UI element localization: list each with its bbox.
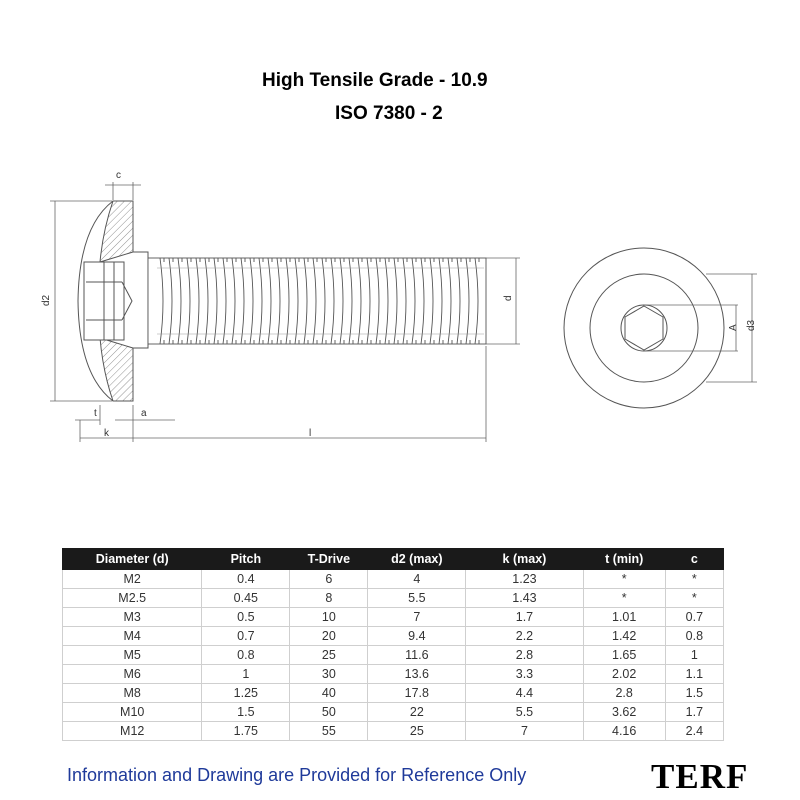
column-header: Pitch [202, 549, 290, 570]
table-cell: 17.8 [368, 684, 466, 703]
table-cell: 11.6 [368, 646, 466, 665]
table-cell: 1.7 [466, 608, 583, 627]
column-header: d2 (max) [368, 549, 466, 570]
table-cell: 6 [290, 570, 368, 589]
table-cell: * [665, 570, 723, 589]
dim-t-label: t [94, 408, 97, 419]
table-cell: 2.4 [665, 722, 723, 741]
dim-c-label: c [116, 170, 121, 181]
table-cell: 1.1 [665, 665, 723, 684]
column-header: Diameter (d) [63, 549, 202, 570]
table-cell: 2.8 [583, 684, 665, 703]
table-cell: M2 [63, 570, 202, 589]
table-cell: 55 [290, 722, 368, 741]
table-row [63, 589, 724, 608]
table-row [63, 646, 724, 665]
table-cell: 22 [368, 703, 466, 722]
table-cell: 0.8 [665, 627, 723, 646]
table-cell: 30 [290, 665, 368, 684]
table-cell: M3 [63, 608, 202, 627]
threaded-shank [148, 258, 486, 344]
table-cell: 1.01 [583, 608, 665, 627]
reference-disclaimer: Information and Drawing are Provided for Reference Only [67, 765, 527, 785]
column-header: c [665, 549, 723, 570]
table-cell: 25 [290, 646, 368, 665]
table-cell: 2.2 [466, 627, 583, 646]
table-cell: 0.5 [202, 608, 290, 627]
table-cell: 1.5 [202, 703, 290, 722]
table-cell: M12 [63, 722, 202, 741]
technical-drawing [0, 150, 800, 460]
table-cell: M4 [63, 627, 202, 646]
dim-k-label: k [104, 428, 109, 439]
table-cell: M10 [63, 703, 202, 722]
table-cell: 20 [290, 627, 368, 646]
dim-d3-label: d3 [746, 319, 757, 331]
table-row [63, 722, 724, 741]
table-cell: 3.62 [583, 703, 665, 722]
table-cell: 7 [368, 608, 466, 627]
table-cell: 10 [290, 608, 368, 627]
table-cell: M5 [63, 646, 202, 665]
table-cell: * [583, 589, 665, 608]
table-cell: 0.7 [202, 627, 290, 646]
standard-subtitle: ISO 7380 - 2 [335, 103, 443, 124]
table-cell: 4.4 [466, 684, 583, 703]
table-cell: 1.7 [665, 703, 723, 722]
page-title: High Tensile Grade - 10.9 [262, 70, 488, 91]
table-row [63, 570, 724, 589]
dim-A-label: A [728, 324, 739, 331]
dim-d-label: d [503, 295, 514, 301]
table-cell: 0.7 [665, 608, 723, 627]
table-cell: 1.25 [202, 684, 290, 703]
table-cell: 1 [202, 665, 290, 684]
table-cell: 1.5 [665, 684, 723, 703]
table-cell: * [583, 570, 665, 589]
table-cell: 3.3 [466, 665, 583, 684]
table-cell: 1.65 [583, 646, 665, 665]
table-cell: 1.43 [466, 589, 583, 608]
table-row [63, 684, 724, 703]
table-cell: 40 [290, 684, 368, 703]
table-cell: 1.23 [466, 570, 583, 589]
table-cell: 7 [466, 722, 583, 741]
table-cell: M6 [63, 665, 202, 684]
dim-d2-label: d2 [41, 294, 52, 306]
table-cell: 13.6 [368, 665, 466, 684]
table-cell: 1.75 [202, 722, 290, 741]
column-header: k (max) [466, 549, 583, 570]
table-cell: 5.5 [368, 589, 466, 608]
column-header: T-Drive [290, 549, 368, 570]
table-cell: M8 [63, 684, 202, 703]
table-cell: M2.5 [63, 589, 202, 608]
table-cell: 50 [290, 703, 368, 722]
table-cell: 9.4 [368, 627, 466, 646]
dim-a-label: a [141, 408, 147, 419]
table-cell: 0.4 [202, 570, 290, 589]
table-header-row [63, 549, 724, 570]
table-cell: 4 [368, 570, 466, 589]
dimensions-table [62, 548, 724, 741]
table-cell: 1 [665, 646, 723, 665]
table-cell: 5.5 [466, 703, 583, 722]
table-cell: 25 [368, 722, 466, 741]
table-cell: 2.8 [466, 646, 583, 665]
table-row [63, 627, 724, 646]
dim-l-label: l [309, 428, 312, 439]
table-row [63, 608, 724, 627]
table-cell: 8 [290, 589, 368, 608]
screw-head [78, 201, 148, 401]
table-row [63, 703, 724, 722]
table-cell: 0.8 [202, 646, 290, 665]
table-cell: 2.02 [583, 665, 665, 684]
table-row [63, 665, 724, 684]
table-cell: 1.42 [583, 627, 665, 646]
terf-logo: TERF [651, 757, 749, 796]
table-cell: * [665, 589, 723, 608]
table-cell: 0.45 [202, 589, 290, 608]
table-cell: 4.16 [583, 722, 665, 741]
column-header: t (min) [583, 549, 665, 570]
